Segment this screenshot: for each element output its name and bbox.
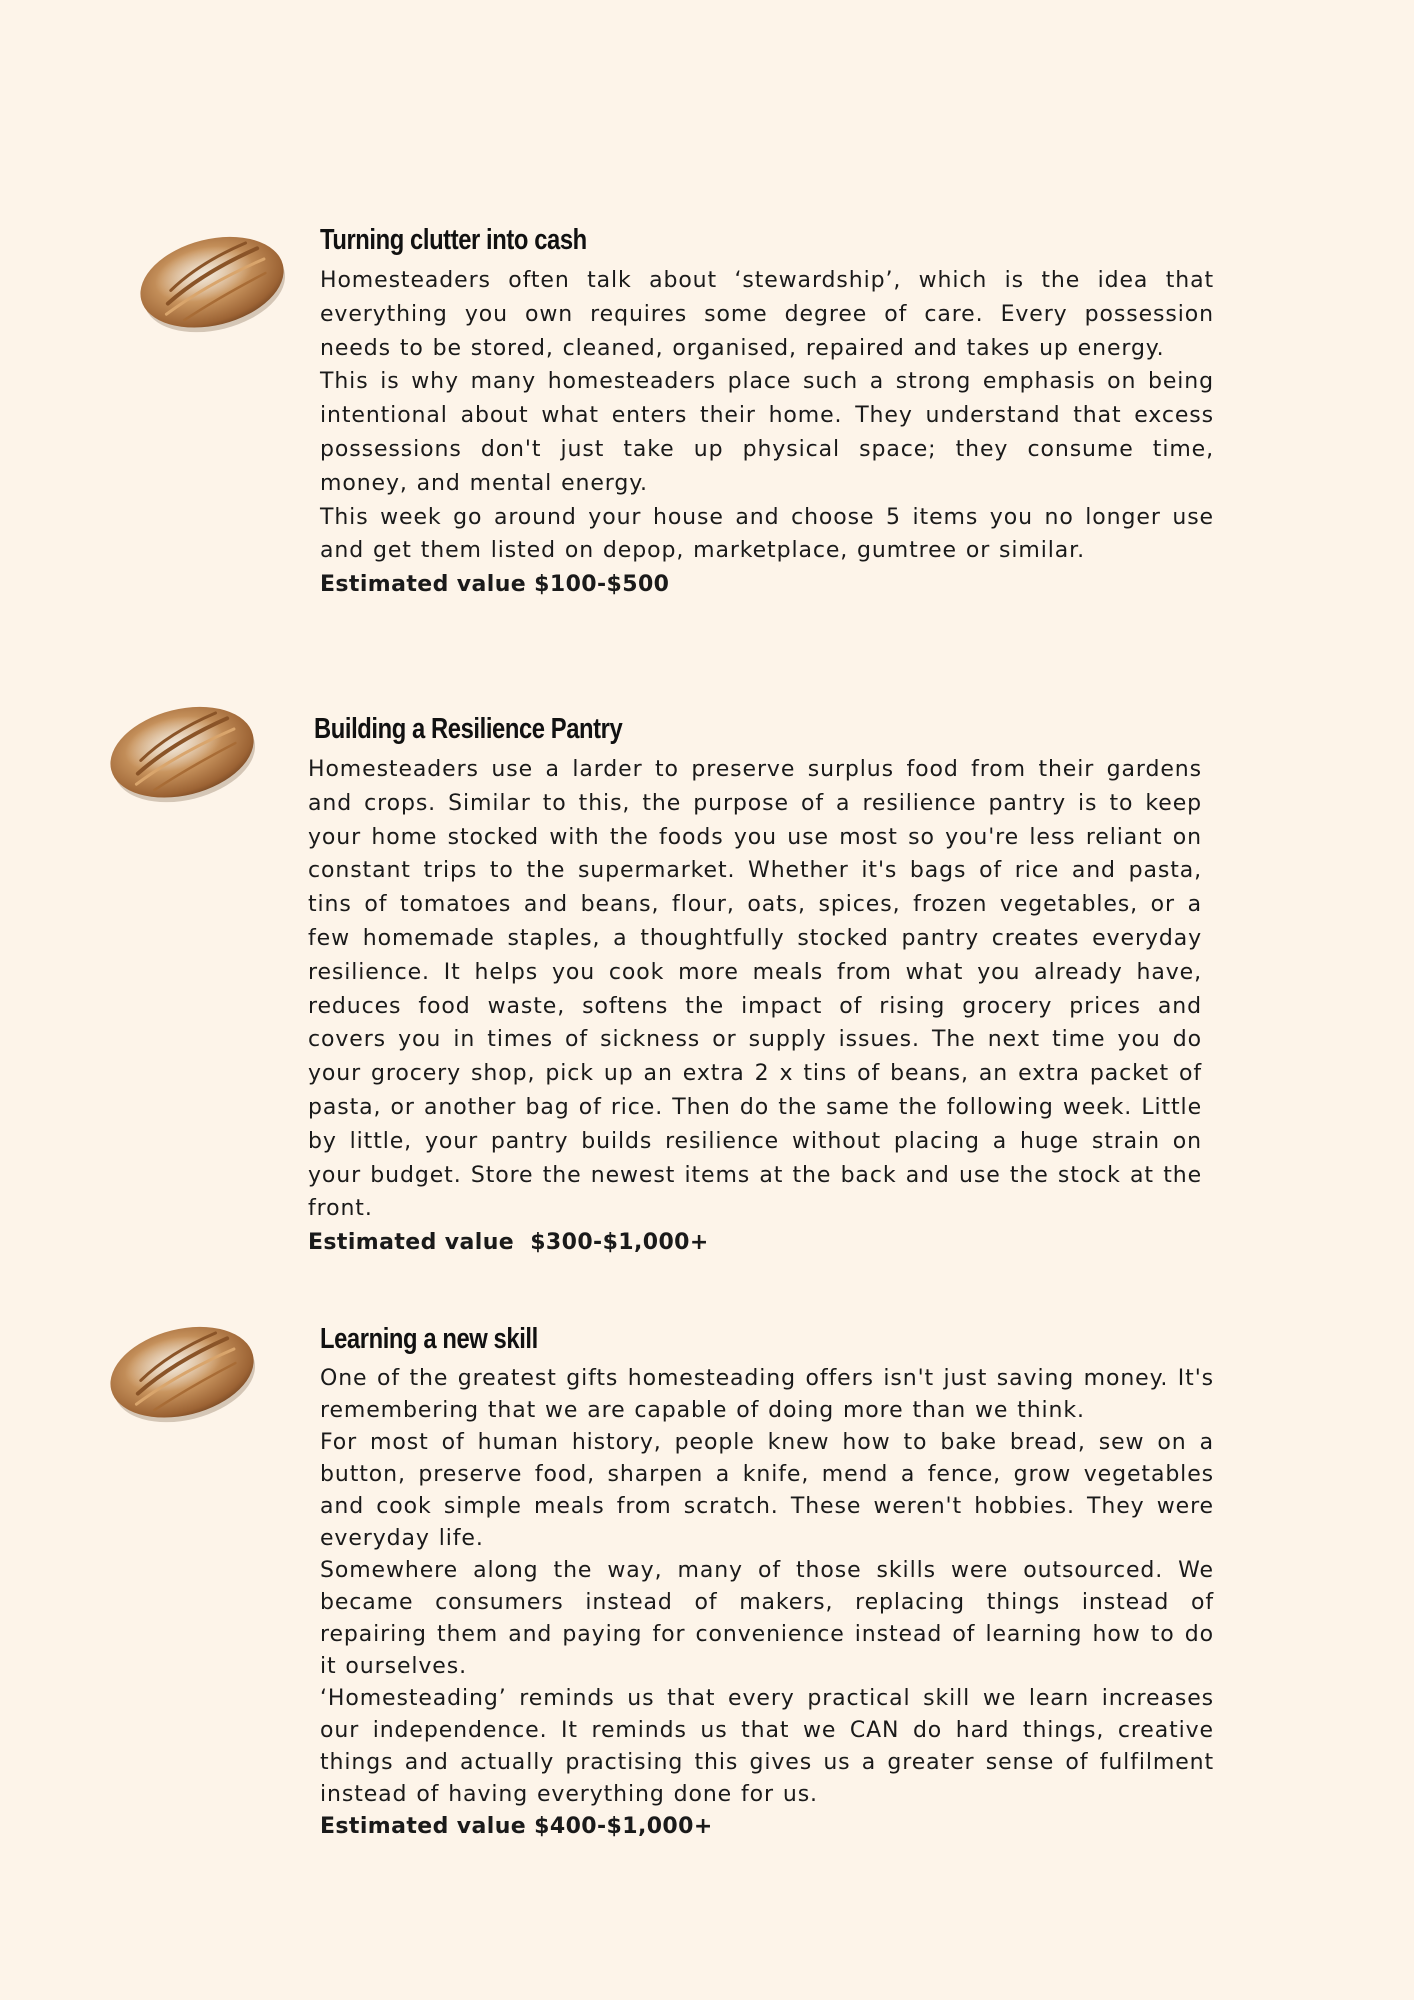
body-paragraph: ‘Homesteading’ reminds us that every practical skill we learn increases our independence. It reminds us that we CAN do hard things, creative things and actually practising this gives us a greater sense of fulfilment instead of having everything done for us.: [320, 1686, 1214, 1807]
section-heading: Turning clutter into cash: [320, 224, 587, 256]
body-paragraph: This is why many homesteaders place such a strong emphasis on being intentional about what enters their home. They understand that excess possessions don't just take up physical space; they consume time, money, and mental energy.: [320, 369, 1214, 496]
body-paragraph: One of the greatest gifts homesteading offers isn't just saving money. It's remembering that we are capable of doing more than we think.: [320, 1366, 1214, 1423]
bread-loaf-icon: [106, 700, 260, 804]
body-paragraph: Homesteaders use a larder to preserve surplus food from their gardens and crops. Similar to this, the purpose of a resilience pantry is to keep your home stocked with the foods you use most so you're less reliant on constant trips to the supermarket. Whether it's bags of rice and pasta, tins of tomatoes and beans, flour, oats, spices, frozen vegetables, or a few homemade staples, a thoughtfully stocked pantry creates everyday resilience. It helps you cook more meals from what you already have, reduces food waste, softens the impact of rising grocery prices and covers you in times of sickness or supply issues. The next time you do your grocery shop, pick up an extra 2 x tins of beans, an extra packet of pasta, or another bag of rice. Then do the same the following week. Little by little, your pantry builds resilience without placing a huge strain on your budget. Store the newest items at the back and use the stock at the front.: [308, 757, 1202, 1222]
body-paragraph: For most of human history, people knew how to bake bread, sew on a button, preserve food, sharpen a knife, mend a fence, grow vegetables and cook simple meals from scratch. These weren't hobbies. They were everyday life.: [320, 1430, 1214, 1551]
body-paragraph: This week go around your house and choose 5 items you no longer use and get them listed on depop, marketplace, gumtree or similar.: [320, 504, 1214, 564]
section-new-skill: [320, 1321, 1214, 1843]
section-heading: Building a Resilience Pantry: [314, 713, 623, 745]
bread-loaf-icon: [106, 1320, 260, 1424]
bread-loaf-icon: [136, 230, 290, 334]
estimated-value: Estimated value $100-$500: [320, 572, 670, 598]
section-clutter-to-cash: [320, 222, 1214, 602]
estimated-value: Estimated value $400-$1,000+: [320, 1814, 713, 1839]
section-resilience-pantry: [308, 711, 1202, 1260]
body-paragraph: Somewhere along the way, many of those skills were outsourced. We became consumers instead of makers, replacing things instead of repairing them and paying for convenience instead of learning how to do it ourselves.: [320, 1558, 1214, 1679]
body-paragraph: Homesteaders often talk about ‘stewardship’, which is the idea that everything you own requires some degree of care. Every possession needs to be stored, cleaned, organised, repaired and takes up energy.: [320, 268, 1214, 361]
section-heading: Learning a new skill: [320, 1323, 538, 1355]
estimated-value: Estimated value $300-$1,000+: [308, 1230, 709, 1256]
